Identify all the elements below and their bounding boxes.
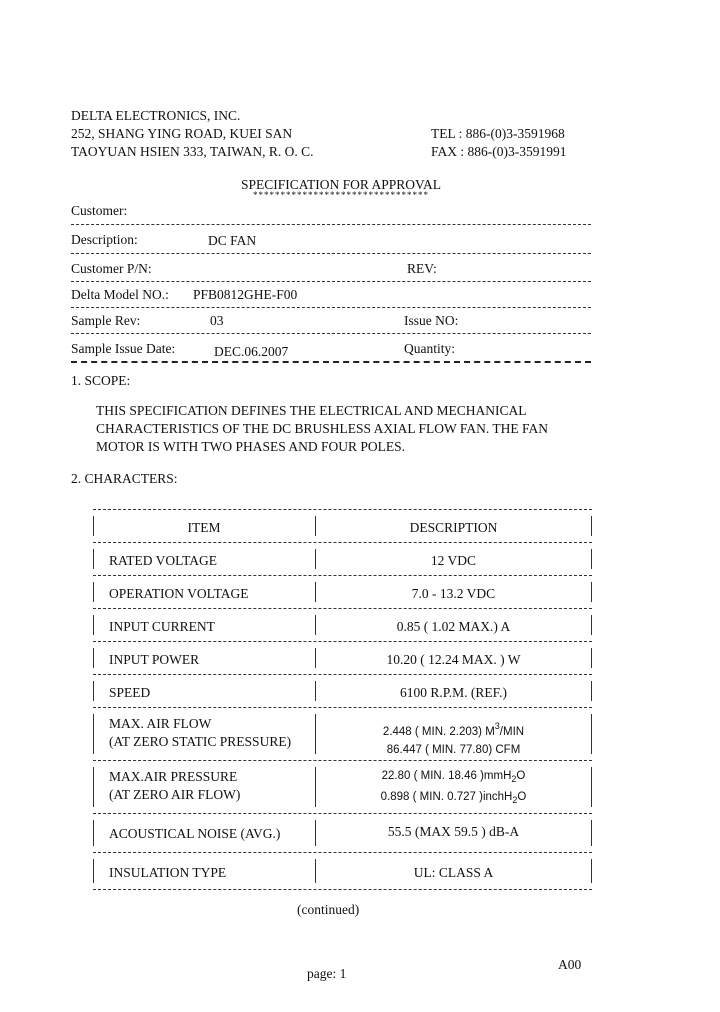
item-cell: OPERATION VOLTAGE bbox=[109, 586, 249, 601]
description-cell: 2.448 ( MIN. 2.203) $M^3$/MIN 86.447 ( MIN. 77.80) CFM bbox=[382, 721, 525, 756]
item-cell: MAX. AIR FLOW (AT ZERO STATIC PRESSURE) bbox=[109, 716, 292, 749]
table-row bbox=[93, 761, 592, 814]
divider bbox=[71, 307, 591, 308]
divider-heavy bbox=[71, 361, 591, 363]
sample-rev-label: Sample Rev: bbox=[71, 313, 141, 328]
item-cell: INSULATION TYPE bbox=[109, 865, 227, 880]
item-cell: SPEED bbox=[109, 685, 151, 700]
description-cell: 0.85 ( 1.02 MAX.) A bbox=[396, 619, 511, 634]
sample-rev-value: 03 bbox=[210, 313, 224, 328]
column-header-description: DESCRIPTION bbox=[409, 520, 498, 535]
fax-number: FAX : 886-(0)3-3591991 bbox=[431, 144, 567, 159]
issue-no-label: Issue NO: bbox=[404, 313, 459, 328]
scope-text: THIS SPECIFICATION DEFINES THE ELECTRICAL AND MECHANICAL CHARACTERISTICS OF THE DC BRUSHLESS AXIAL FLOW FAN. THE FAN MOTOR IS WITH TWO PHASES AND FOUR POLES. bbox=[96, 403, 549, 454]
address-line-2: TAOYUAN HSIEN 333, TAIWAN, R. O. C. bbox=[71, 144, 314, 159]
item-cell: INPUT CURRENT bbox=[109, 619, 215, 634]
column-header-item: ITEM bbox=[187, 520, 221, 535]
title-underline-stars: ******************************** bbox=[253, 190, 429, 200]
description-cell: 12 VDC bbox=[430, 553, 477, 568]
item-cell: RATED VOLTAGE bbox=[109, 553, 218, 568]
description-cell: 22.80 ( MIN. 18.46 )mmH$_2$O 0.898 ( MIN. 0.727 )inchH$_2$O bbox=[380, 770, 527, 805]
model-label: Delta Model NO.: bbox=[71, 287, 169, 302]
page-number: page: 1 bbox=[307, 966, 347, 981]
description-cell: 6100 R.P.M. (REF.) bbox=[400, 685, 507, 700]
item-cell: MAX.AIR PRESSURE (AT ZERO AIR FLOW) bbox=[109, 769, 241, 802]
table-row bbox=[93, 642, 592, 675]
divider bbox=[71, 224, 591, 225]
divider bbox=[71, 253, 591, 254]
address-line-1: 252, SHANG YING ROAD, KUEI SAN bbox=[71, 126, 293, 141]
continued-note: (continued) bbox=[297, 902, 360, 917]
tel-number: TEL : 886-(0)3-3591968 bbox=[431, 126, 565, 141]
item-cell: ACOUSTICAL NOISE (AVG.) bbox=[109, 826, 281, 841]
description-cell: 10.20 ( 12.24 MAX. ) W bbox=[386, 652, 521, 667]
table-row bbox=[93, 675, 592, 708]
quantity-label: Quantity: bbox=[404, 341, 455, 356]
sample-date-label: Sample Issue Date: bbox=[71, 341, 176, 356]
table-row bbox=[93, 543, 592, 576]
document-title: SPECIFICATION FOR APPROVAL bbox=[240, 177, 442, 192]
model-value: PFB0812GHE-F00 bbox=[193, 287, 298, 302]
customer-label: Customer: bbox=[71, 203, 128, 218]
sample-date-value: DEC.06.2007 bbox=[214, 344, 289, 359]
table-row bbox=[93, 609, 592, 642]
characters-heading: 2. CHARACTERS: bbox=[71, 471, 178, 486]
rev-label: REV: bbox=[407, 261, 437, 276]
table-row bbox=[93, 853, 592, 890]
description-cell: UL: CLASS A bbox=[413, 865, 494, 880]
scope-heading: 1. SCOPE: bbox=[71, 373, 131, 388]
description-cell: 55.5 (MAX 59.5 ) dB-A bbox=[387, 824, 520, 839]
document-revision: A00 bbox=[558, 957, 582, 972]
item-cell: INPUT POWER bbox=[109, 652, 200, 667]
divider bbox=[71, 333, 591, 334]
divider bbox=[71, 281, 591, 282]
characters-table bbox=[93, 509, 592, 890]
customer-pn-label: Customer P/N: bbox=[71, 261, 152, 276]
description-cell: 7.0 - 13.2 VDC bbox=[411, 586, 496, 601]
table-row bbox=[93, 576, 592, 609]
table-row bbox=[93, 708, 592, 761]
table-row bbox=[93, 814, 592, 853]
description-label: Description: bbox=[71, 232, 138, 247]
description-value: DC FAN bbox=[208, 233, 257, 248]
table-header-row bbox=[93, 509, 592, 543]
company-name: DELTA ELECTRONICS, INC. bbox=[71, 108, 241, 123]
